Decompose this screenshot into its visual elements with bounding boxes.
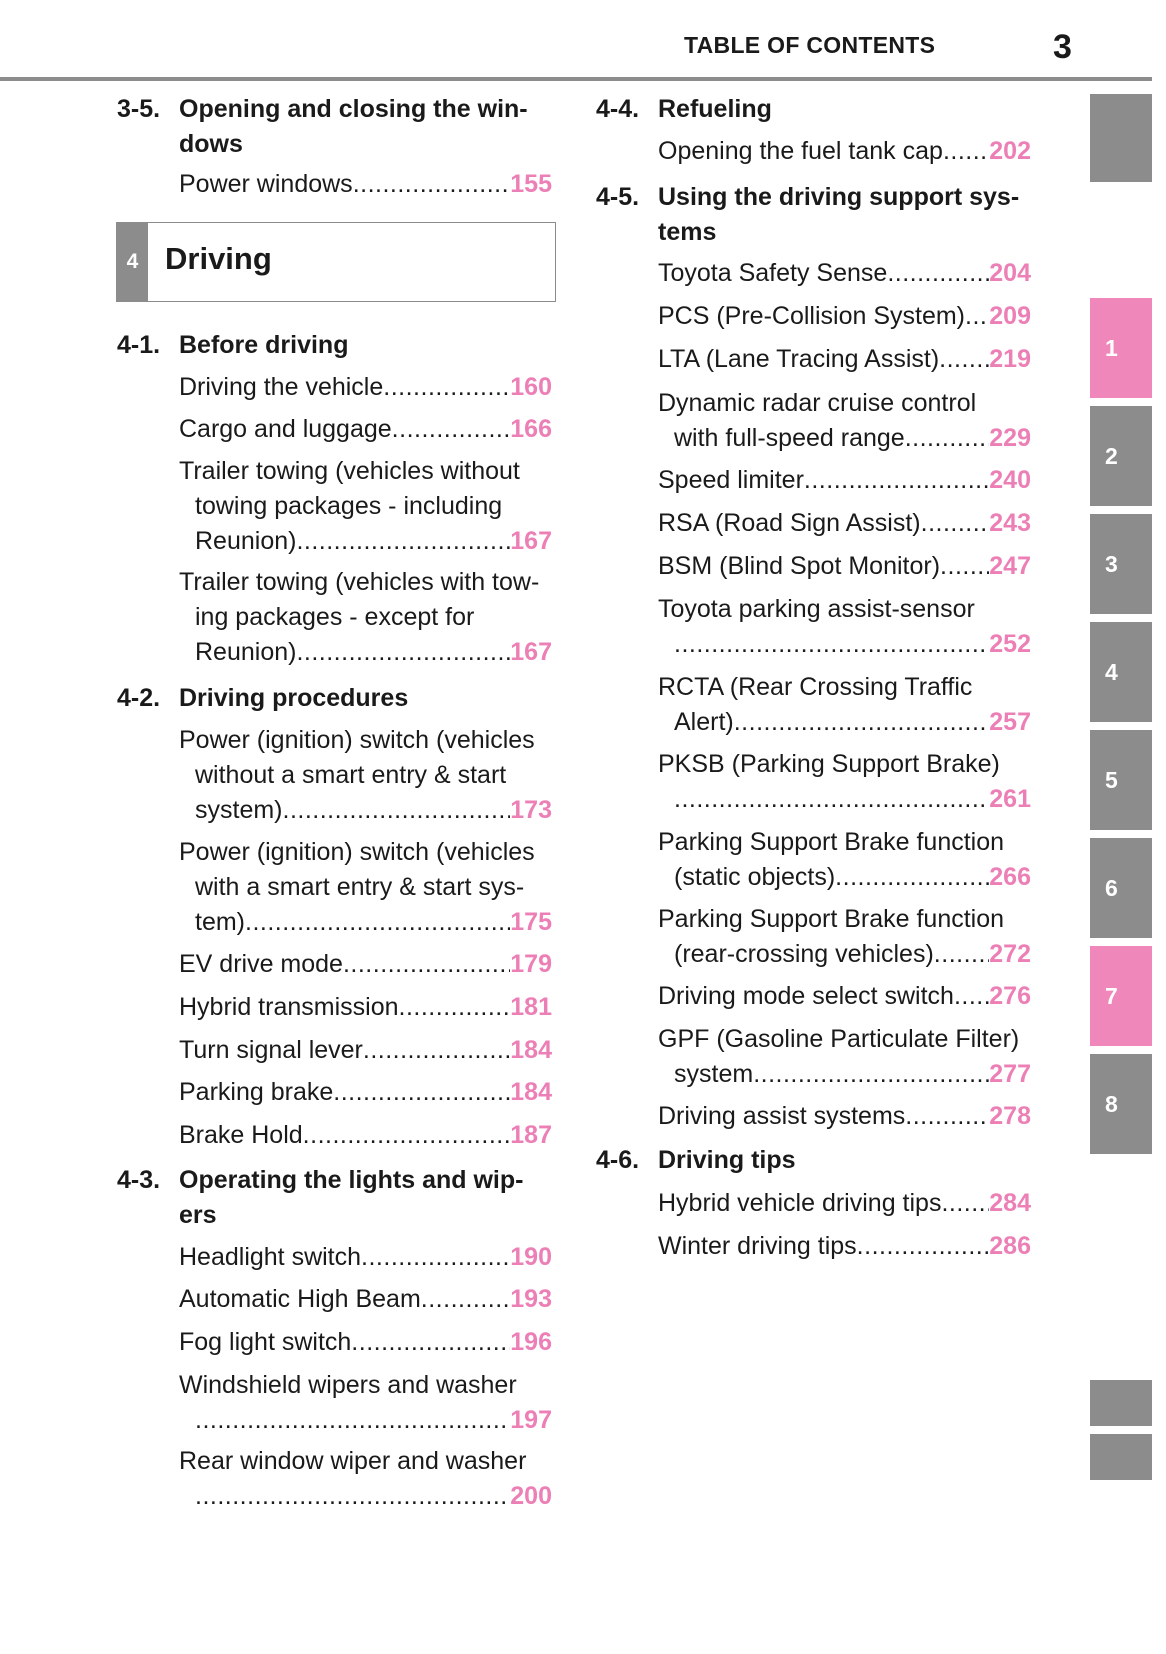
side-tab-label: 4 [1105,658,1118,685]
section-number: 4-5. [596,183,640,211]
page-ref[interactable]: 276 [989,982,1031,1010]
toc-entry-toyota-safety-sense[interactable]: Toyota Safety Sense ..... 204 [658,256,1031,291]
toc-entry-parking-assist-sensor[interactable]: Toyota parking assist-sensor ..... 252 [658,592,1031,662]
section-number: 4-3. [117,1166,161,1194]
chapter-number: 4 [117,223,148,301]
page-ref[interactable]: 167 [510,638,552,666]
page-ref[interactable]: 190 [510,1243,552,1271]
toc-entry-rcta[interactable]: RCTA (Rear Crossing Traffic Alert) ..... 257 [658,670,1031,740]
side-tab-5[interactable] [1090,730,1152,830]
page-ref[interactable]: 261 [989,785,1031,813]
side-tab-2[interactable] [1090,406,1152,506]
toc-entry-cargo-and-luggage[interactable]: Cargo and luggage ..... 166 [179,412,552,447]
page-ref[interactable]: 173 [510,796,552,824]
page-ref[interactable]: 179 [510,950,552,978]
section-title: Driving tips [658,1146,796,1174]
side-tab-7[interactable] [1090,946,1152,1046]
page-ref[interactable]: 155 [510,170,552,198]
side-tab-label: 6 [1105,874,1118,901]
page-ref[interactable]: 243 [989,509,1031,537]
page-ref[interactable]: 219 [989,345,1031,373]
page-ref[interactable]: 197 [510,1406,552,1434]
chapter-title: Driving [165,241,272,276]
toc-entry-driving-assist-systems[interactable]: Driving assist systems ..... 278 [658,1099,1031,1134]
header-title: TABLE OF CONTENTS [684,32,936,58]
side-tab-3[interactable] [1090,514,1152,614]
page-ref[interactable]: 166 [510,415,552,443]
page-ref[interactable]: 196 [510,1328,552,1356]
toc-entry-parking-brake[interactable]: Parking brake ..... 184 [179,1075,552,1110]
side-tab-label: 1 [1105,334,1118,361]
section-number: 4-6. [596,1146,640,1174]
page-ref[interactable]: 193 [510,1285,552,1313]
page-ref[interactable]: 266 [989,863,1031,891]
toc-entry-headlight-switch[interactable]: Headlight switch ..... 190 [179,1240,552,1275]
toc-entry-ev-drive-mode[interactable]: EV drive mode ..... 179 [179,947,552,982]
section-number: 4-2. [117,684,161,712]
chapter-heading [116,222,556,302]
section-number: 3-5. [117,95,161,123]
section-title: Driving procedures [179,684,409,712]
side-tab-4[interactable] [1090,622,1152,722]
toc-entry-lta[interactable]: LTA (Lane Tracing Assist) ..... 219 [658,342,1031,377]
toc-entry-driving-the-vehicle[interactable]: Driving the vehicle ..... 160 [179,370,552,405]
toc-entry-psb-rear-crossing[interactable]: Parking Support Brake function (rear-crossing vehicles) ..... 272 [658,902,1031,972]
side-tab-6[interactable] [1090,838,1152,938]
section-title: Before driving [179,331,349,359]
toc-entry-hybrid-driving-tips[interactable]: Hybrid vehicle driving tips ..... 284 [658,1186,1031,1221]
toc-entry-brake-hold[interactable]: Brake Hold ..... 187 [179,1118,552,1153]
page-ref[interactable]: 240 [989,466,1031,494]
toc-entry-gpf[interactable]: GPF (Gasoline Particulate Filter) system ..... 277 [658,1022,1031,1092]
page-ref[interactable]: 204 [989,259,1031,287]
toc-entry-pksb[interactable]: PKSB (Parking Support Brake) ..... 261 [658,747,1031,817]
page-ref[interactable]: 286 [989,1232,1031,1260]
toc-entry-driving-mode-select[interactable]: Driving mode select switch ..... 276 [658,979,1031,1014]
toc-entry-pcs[interactable]: PCS (Pre-Collision System) ..... 209 [658,299,1031,334]
page-ref[interactable]: 200 [510,1482,552,1510]
toc-entry-fuel-tank-cap[interactable]: Opening the fuel tank cap ..... 202 [658,134,1031,169]
page-ref[interactable]: 167 [510,527,552,555]
toc-entry-psb-static-objects[interactable]: Parking Support Brake function (static objects) ..... 266 [658,825,1031,895]
toc-entry-trailer-towing-with[interactable]: Trailer towing (vehicles with tow- ing packages - except for Reunion) ..... 167 [179,565,552,670]
page-ref[interactable]: 252 [989,630,1031,658]
page-ref[interactable]: 257 [989,708,1031,736]
toc-entry-power-switch-without-smart[interactable]: Power (ignition) switch (vehicles without a smart entry & start system) ..... 173 [179,723,552,828]
side-tab-label: 5 [1105,766,1118,793]
side-tab-1[interactable] [1090,298,1152,398]
side-tab-label: 7 [1105,982,1118,1009]
side-tab-label: 2 [1105,442,1118,469]
side-tab-label: 8 [1105,1090,1118,1117]
page-ref[interactable]: 202 [989,137,1031,165]
toc-entry-power-switch-with-smart[interactable]: Power (ignition) switch (vehicles with a smart entry & start sys- tem) ..... 175 [179,835,552,940]
page-ref[interactable]: 277 [989,1060,1031,1088]
toc-entry-rear-window-wiper[interactable]: Rear window wiper and washer ..... 200 [179,1444,552,1514]
page-ref[interactable]: 247 [989,552,1031,580]
toc-entry-dynamic-radar-cruise[interactable]: Dynamic radar cruise control with full-speed range ..... 229 [658,386,1031,456]
page-ref[interactable]: 184 [510,1036,552,1064]
page-number: 3 [1053,28,1072,66]
toc-entry-fog-light-switch[interactable]: Fog light switch ..... 196 [179,1325,552,1360]
page-ref[interactable]: 187 [510,1121,552,1149]
toc-entry-trailer-towing-without[interactable]: Trailer towing (vehicles without towing packages - including Reunion) ..... 167 [179,454,552,559]
side-tab-label: 3 [1105,550,1118,577]
page-ref[interactable]: 229 [989,424,1031,452]
toc-entry-turn-signal-lever[interactable]: Turn signal lever ..... 184 [179,1033,552,1068]
page-ref[interactable]: 160 [510,373,552,401]
section-number: 4-1. [117,331,161,359]
page-ref[interactable]: 184 [510,1078,552,1106]
toc-entry-hybrid-transmission[interactable]: Hybrid transmission ..... 181 [179,990,552,1025]
page-ref[interactable]: 209 [989,302,1031,330]
toc-entry-power-windows[interactable]: Power windows ..... 155 [179,167,552,202]
toc-entry-winter-driving-tips[interactable]: Winter driving tips ..... 286 [658,1229,1031,1264]
page-ref[interactable]: 181 [510,993,552,1021]
page-ref[interactable]: 284 [989,1189,1031,1217]
toc-entry-automatic-high-beam[interactable]: Automatic High Beam ..... 193 [179,1282,552,1317]
section-title: Refueling [658,95,772,123]
header-divider [0,77,1152,81]
side-tab-blank-top[interactable] [1090,94,1152,182]
section-number: 4-4. [596,95,640,123]
toc-entry-windshield-wipers[interactable]: Windshield wipers and washer ..... 197 [179,1368,552,1438]
toc-entry-rsa[interactable]: RSA (Road Sign Assist) ..... 243 [658,506,1031,541]
side-tab-8[interactable] [1090,1054,1152,1154]
section-title: Opening and closing the win- dows [179,95,528,158]
side-tab-blank-lower-2[interactable] [1090,1434,1152,1480]
side-tab-blank-lower-1[interactable] [1090,1380,1152,1426]
toc-entry-speed-limiter[interactable]: Speed limiter ..... 240 [658,463,1031,498]
section-title: Using the driving support sys- tems [658,183,1020,246]
toc-entry-bsm[interactable]: BSM (Blind Spot Monitor) ..... 247 [658,549,1031,584]
section-title: Operating the lights and wip- ers [179,1166,524,1229]
page-ref[interactable]: 272 [989,940,1031,968]
page-ref[interactable]: 175 [510,908,552,936]
page-ref[interactable]: 278 [989,1102,1031,1130]
